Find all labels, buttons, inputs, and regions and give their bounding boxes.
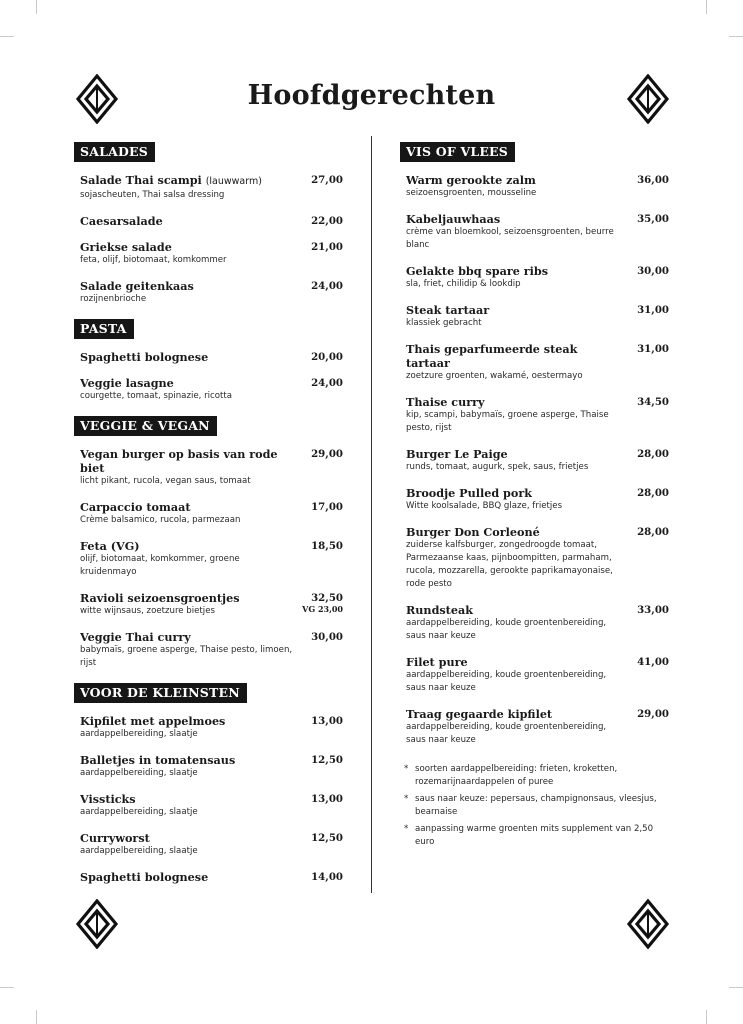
menu-item bbox=[74, 792, 346, 819]
menu-item-description: aardappelbereiding, slaatje bbox=[80, 768, 198, 778]
menu-item bbox=[74, 753, 346, 780]
menu-item-title: Rundsteak bbox=[406, 603, 473, 617]
menu-item-alt-price: VG 23,00 bbox=[302, 604, 343, 614]
menu-item-title: Gelakte bbq spare ribs bbox=[406, 264, 549, 278]
menu-item-description: Crème balsamico, rucola, parmezaan bbox=[80, 515, 241, 525]
menu-item-title: Carpaccio tomaat bbox=[80, 500, 191, 514]
menu-item-title: Traag gegaarde kipfilet bbox=[406, 707, 553, 721]
footnote bbox=[404, 823, 672, 849]
crop-mark bbox=[706, 0, 707, 14]
crop-mark bbox=[0, 36, 14, 37]
menu-section bbox=[74, 318, 346, 403]
crop-mark bbox=[729, 36, 743, 37]
menu-section bbox=[74, 415, 346, 670]
menu-item-description: rozijnenbrioche bbox=[80, 294, 147, 304]
menu-item-price: 30,00 bbox=[311, 631, 343, 643]
menu-item bbox=[74, 870, 346, 884]
section-heading: VEGGIE & VEGAN bbox=[74, 416, 217, 436]
page-title: Hoofdgerechten bbox=[247, 80, 496, 111]
menu-item bbox=[74, 500, 346, 527]
menu-item-price: 17,00 bbox=[311, 501, 343, 513]
menu-item-name bbox=[80, 500, 296, 514]
menu-item bbox=[400, 264, 672, 291]
menu-item-list bbox=[400, 162, 672, 747]
menu-item-title: Griekse salade bbox=[80, 240, 172, 254]
diamond-logo-icon bbox=[626, 899, 670, 949]
menu-item bbox=[400, 342, 672, 383]
menu-item-price: 28,00 bbox=[637, 526, 669, 538]
menu-item-price: 34,50 bbox=[637, 396, 669, 408]
menu-item-price: 24,00 bbox=[311, 377, 343, 389]
menu-item-description: sla, friet, chilidip & lookdip bbox=[406, 279, 521, 289]
menu-item bbox=[74, 714, 346, 741]
menu-item-name bbox=[406, 447, 622, 461]
menu-item-name bbox=[80, 173, 296, 189]
menu-item-description: babymaïs, groene asperge, Thaise pesto, limoen, rijst bbox=[80, 645, 293, 668]
menu-item-name bbox=[80, 376, 296, 390]
menu-item-description: zoetzure groenten, wakamé, oestermayo bbox=[406, 371, 583, 381]
section-heading: PASTA bbox=[74, 319, 134, 339]
menu-item-description: runds, tomaat, augurk, spek, saus, frietjes bbox=[406, 462, 589, 472]
menu-item-price: 12,50 bbox=[311, 754, 343, 766]
menu-item-title: Thaise curry bbox=[406, 395, 485, 409]
footnote-marker: * bbox=[404, 794, 409, 804]
menu-item-description: courgette, tomaat, spinazie, ricotta bbox=[80, 391, 232, 401]
menu-item-title: Veggie Thai curry bbox=[80, 630, 191, 644]
menu-item-description: aardappelbereiding, slaatje bbox=[80, 846, 198, 856]
menu-item-title: Vissticks bbox=[80, 792, 136, 806]
menu-item bbox=[74, 831, 346, 858]
menu-item-description: zuiderse kalfsburger, zongedroogde tomaat, Parmezaanse kaas, pijnboompitten, parmaham, rucola, mozzarella, gerookte paprikamayonaise, rode pesto bbox=[406, 540, 613, 589]
menu-item bbox=[74, 539, 346, 579]
menu-item-price: 31,00 bbox=[637, 304, 669, 316]
menu-item-description: Witte koolsalade, BBQ glaze, frietjes bbox=[406, 501, 563, 511]
menu-item-name bbox=[80, 447, 296, 475]
menu-item-name bbox=[406, 486, 622, 500]
menu-item-price: 27,00 bbox=[311, 174, 343, 186]
menu-item-price: 31,00 bbox=[637, 343, 669, 355]
menu-item-name bbox=[406, 342, 622, 370]
crop-mark bbox=[0, 987, 14, 988]
menu-item-name bbox=[80, 714, 296, 728]
menu-item-name bbox=[406, 525, 622, 539]
footnote-text: aanpassing warme groenten mits supplement van 2,50 euro bbox=[415, 824, 654, 847]
menu-item bbox=[74, 279, 346, 306]
menu-item bbox=[74, 591, 346, 618]
menu-item-title: Spaghetti bolognese bbox=[80, 350, 209, 364]
menu-item bbox=[74, 173, 346, 202]
menu-item-list bbox=[74, 162, 346, 306]
menu-item bbox=[74, 376, 346, 403]
menu-item bbox=[400, 395, 672, 435]
menu-item-title: Spaghetti bolognese bbox=[80, 870, 209, 884]
menu-item-description: aardappelbereiding, koude groentenbereiding, saus naar keuze bbox=[406, 670, 607, 693]
menu-item-title: Broodje Pulled pork bbox=[406, 486, 532, 500]
menu-item-title: Curryworst bbox=[80, 831, 150, 845]
section-heading: SALADES bbox=[74, 142, 155, 162]
menu-item-price: 32,50 bbox=[311, 592, 343, 604]
menu-section bbox=[74, 682, 346, 884]
menu-item-price: 18,50 bbox=[311, 540, 343, 552]
menu-item-price: 28,00 bbox=[637, 448, 669, 460]
menu-item-name bbox=[406, 264, 622, 278]
menu-item-price: 41,00 bbox=[637, 656, 669, 668]
menu-item-description: aardappelbereiding, slaatje bbox=[80, 729, 198, 739]
footnote bbox=[404, 793, 672, 819]
menu-item-description: aardappelbereiding, slaatje bbox=[80, 807, 198, 817]
menu-item bbox=[74, 350, 346, 364]
menu-item-name bbox=[406, 303, 622, 317]
menu-item-title: Feta (VG) bbox=[80, 539, 140, 553]
menu-item bbox=[400, 655, 672, 695]
menu-item-name bbox=[406, 603, 622, 617]
menu-item bbox=[400, 486, 672, 513]
footnote-text: soorten aardappelbereiding: frieten, kroketten, rozemarijnaardappelen of puree bbox=[415, 764, 618, 787]
menu-item-price: 24,00 bbox=[311, 280, 343, 292]
menu-item-name bbox=[406, 212, 622, 226]
menu-item-description: aardappelbereiding, koude groentenbereiding, saus naar keuze bbox=[406, 722, 607, 745]
menu-item bbox=[400, 603, 672, 643]
menu-item-name bbox=[80, 870, 296, 884]
menu-item-name bbox=[80, 591, 296, 605]
menu-item-price: 20,00 bbox=[311, 351, 343, 363]
crop-mark bbox=[729, 987, 743, 988]
menu-item-name bbox=[406, 173, 622, 187]
menu-item bbox=[400, 212, 672, 252]
footnote-text: saus naar keuze: pepersaus, champignonsaus, vleesjus, bearnaise bbox=[415, 794, 657, 817]
menu-item-note: (lauwwarm) bbox=[205, 176, 262, 187]
menu-item-price: 28,00 bbox=[637, 487, 669, 499]
diamond-logo-icon bbox=[75, 899, 119, 949]
menu-item-name bbox=[80, 350, 296, 364]
menu-item-title: Salade geitenkaas bbox=[80, 279, 194, 293]
menu-item-title: Burger Le Paige bbox=[406, 447, 508, 461]
menu-item-title: Warm gerookte zalm bbox=[406, 173, 536, 187]
menu-item-title: Kipfilet met appelmoes bbox=[80, 714, 226, 728]
menu-item-title: Ravioli seizoensgroentjes bbox=[80, 591, 240, 605]
menu-item-price: 35,00 bbox=[637, 213, 669, 225]
menu-item-price: 13,00 bbox=[311, 715, 343, 727]
menu-item-price: 33,00 bbox=[637, 604, 669, 616]
menu-section bbox=[74, 141, 346, 306]
menu-item bbox=[74, 630, 346, 670]
menu-item-title: Salade Thai scampi bbox=[80, 173, 202, 187]
menu-item-title: Burger Don Corleoné bbox=[406, 525, 540, 539]
menu-item-price: 14,00 bbox=[311, 871, 343, 883]
menu-item-name bbox=[80, 214, 296, 228]
menu-item-title: Kabeljauwhaas bbox=[406, 212, 501, 226]
section-heading: VIS OF VLEES bbox=[400, 142, 515, 162]
menu-item-price: 29,00 bbox=[637, 708, 669, 720]
menu-item-description: crème van bloemkool, seizoensgroenten, beurre blanc bbox=[406, 227, 614, 250]
menu-item-description: kip, scampi, babymaïs, groene asperge, Thaise pesto, rijst bbox=[406, 410, 609, 433]
footnote-marker: * bbox=[404, 764, 409, 774]
menu-item-name bbox=[80, 240, 296, 254]
menu-item-title: Thais geparfumeerde steak tartaar bbox=[406, 342, 578, 370]
menu-item-title: Vegan burger op basis van rode biet bbox=[80, 447, 278, 475]
right-column bbox=[400, 141, 672, 853]
menu-item bbox=[400, 447, 672, 474]
menu-item-name bbox=[80, 539, 296, 553]
menu-item-description: seizoensgroenten, mousseline bbox=[406, 188, 537, 198]
menu-item-name bbox=[80, 630, 296, 644]
menu-item-title: Veggie lasagne bbox=[80, 376, 174, 390]
menu-item-description: aardappelbereiding, koude groentenbereiding, saus naar keuze bbox=[406, 618, 607, 641]
crop-mark bbox=[36, 0, 37, 14]
menu-item bbox=[400, 525, 672, 591]
menu-item-list bbox=[74, 339, 346, 403]
menu-item bbox=[74, 214, 346, 228]
menu-item-price: 29,00 bbox=[311, 448, 343, 460]
menu-item-title: Steak tartaar bbox=[406, 303, 490, 317]
menu-item bbox=[400, 173, 672, 200]
menu-item-price: 21,00 bbox=[311, 241, 343, 253]
menu-item-title: Filet pure bbox=[406, 655, 468, 669]
menu-item-title: Caesarsalade bbox=[80, 214, 163, 228]
menu-item-name bbox=[80, 792, 296, 806]
menu-item-list bbox=[74, 436, 346, 670]
menu-item-list bbox=[74, 703, 346, 884]
footnotes bbox=[400, 763, 672, 849]
menu-item-price: 22,00 bbox=[311, 215, 343, 227]
menu-item-name bbox=[80, 279, 296, 293]
menu-item-name bbox=[406, 395, 622, 409]
menu-item-name bbox=[80, 831, 296, 845]
menu-item-price: 13,00 bbox=[311, 793, 343, 805]
menu-item bbox=[400, 707, 672, 747]
menu-item-name bbox=[406, 707, 622, 721]
crop-mark bbox=[706, 1010, 707, 1024]
footnote-marker: * bbox=[404, 824, 409, 834]
footnote bbox=[404, 763, 672, 789]
menu-item-description: olijf, biotomaat, komkommer, groene kruidenmayo bbox=[80, 554, 240, 577]
menu-item bbox=[74, 240, 346, 267]
menu-item bbox=[74, 447, 346, 488]
menu-item-price: 30,00 bbox=[637, 265, 669, 277]
menu-item-description: witte wijnsaus, zoetzure bietjes bbox=[80, 606, 215, 616]
menu-item-name bbox=[406, 655, 622, 669]
menu-item-price: 36,00 bbox=[637, 174, 669, 186]
menu-item-description: licht pikant, rucola, vegan saus, tomaat bbox=[80, 476, 251, 486]
menu-item-price: 12,50 bbox=[311, 832, 343, 844]
menu-item-name bbox=[80, 753, 296, 767]
menu-item bbox=[400, 303, 672, 330]
menu-item-title: Balletjes in tomatensaus bbox=[80, 753, 236, 767]
crop-mark bbox=[36, 1010, 37, 1024]
menu-section bbox=[400, 141, 672, 747]
section-heading: VOOR DE KLEINSTEN bbox=[74, 683, 247, 703]
column-divider bbox=[371, 136, 372, 893]
left-column bbox=[74, 141, 346, 896]
menu-item-description: sojascheuten, Thai salsa dressing bbox=[80, 190, 225, 200]
menu-item-description: feta, olijf, biotomaat, komkommer bbox=[80, 255, 227, 265]
menu-item-description: klassiek gebracht bbox=[406, 318, 482, 328]
